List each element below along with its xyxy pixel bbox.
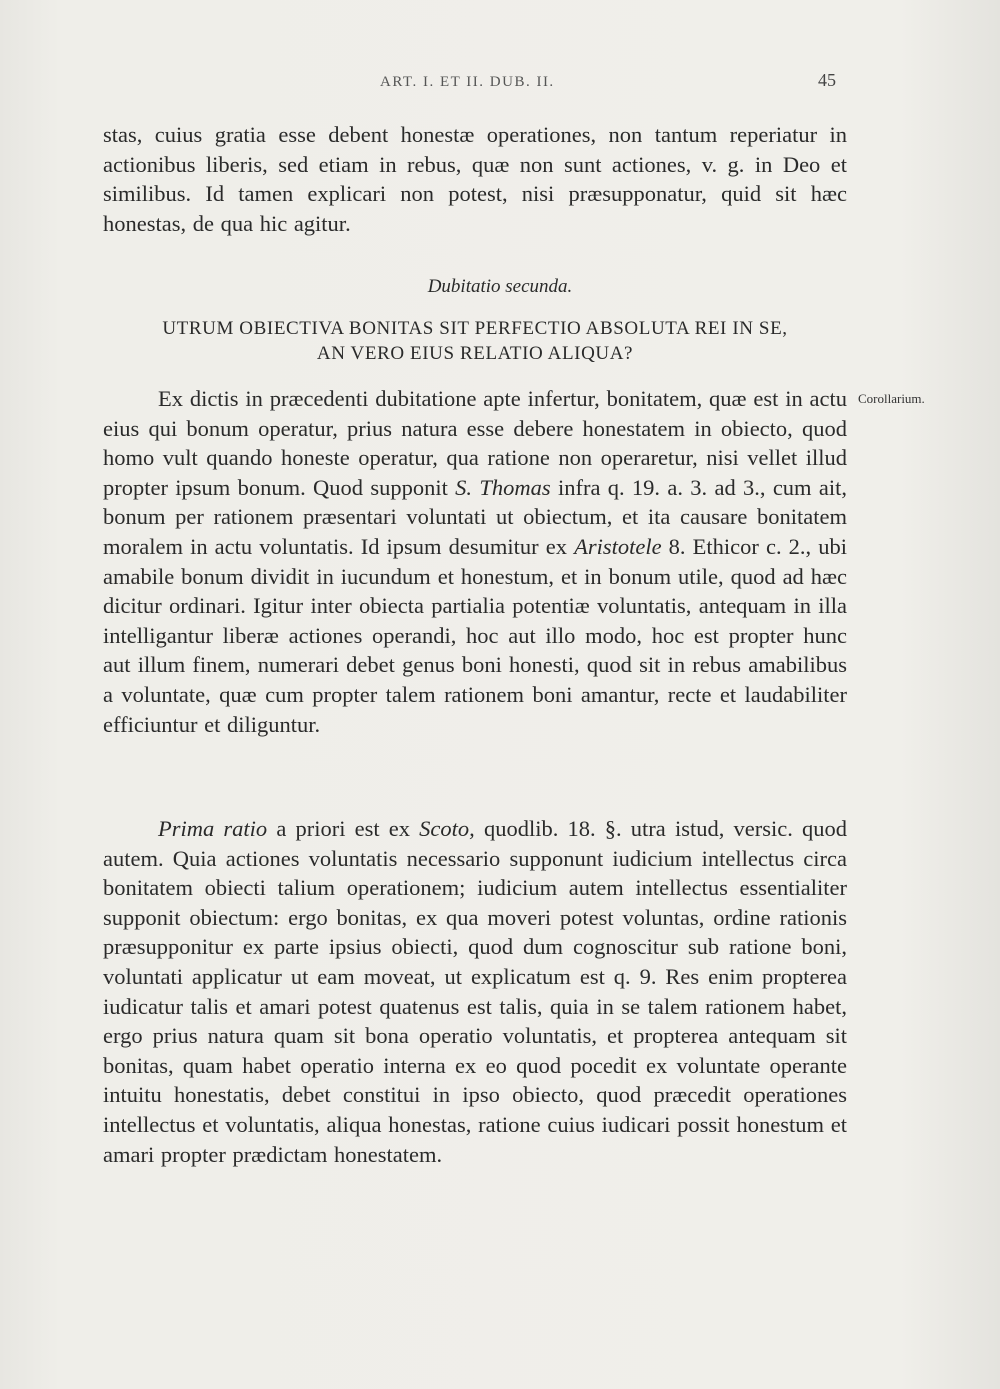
opening-paragraph <box>103 120 847 238</box>
paragraph-text-segment: Ex dictis in præcedenti dubitatione apte infertur, bonitatem, quæ est in actu eius qui bonum operatur, prius natura esse debere honestatem in obiecto, quod homo vult quando honeste operatur, qua ratione non operaretur, nisi vellet illud propter ipsum bonum. Quod supponit <box>103 386 847 500</box>
margin-note-corollarium: Corollarium. <box>858 391 925 406</box>
paragraph-prima-ratio-text <box>103 814 847 1169</box>
opening-paragraph-text: stas, cuius gratia esse debent honestæ operationes, non tantum reperiatur in actionibus liberis, sed etiam in rebus, quæ non sunt actiones, v. g. in Deo et similibus. Id tamen explicari non potest, nisi præsupponatur, quid sit hæc honestas, de qua hic agitur. <box>103 122 847 236</box>
paragraph-prima-ratio <box>103 814 847 1169</box>
paragraph-corollarium-text <box>103 384 847 739</box>
question-heading-line-1: UTRUM OBIECTIVA BONITAS SIT PERFECTIO ABSOLUTA REI IN SE, <box>162 318 788 339</box>
paragraph-text-segment: quodlib. 18. §. utra istud, versic. quod autem. Quia actiones voluntatis necessario supponunt iudicium intellectus circa bonitatem obiecti talium operationem; iudicium autem intellectus essentialiter supponit obiectum: ergo bonitas, ex qua moveri potest voluntas, ordine rationis præsupponitur ex parte ipsius obiecti, quod dum cognoscitur sub ratione boni, voluntati applicatur ut eam moveat, ut explicatum est q. 9. Res enim propterea iudicatur talis et amari potest quatenus est talis, quia in se talem rationem habet, ergo prius natura quam sit bona operatio voluntatis, et propterea antequam sit bonitas, quam habet operatio interna ex eo quod pocedit ex voluntate operante intuitu honestatis, debet constitui in ipso obiecto, quod præcedit operationes intellectus et voluntatis, aliqua honestas, ratione cuius iudicari possit honestum et amari propter prædictam honestatem. <box>103 816 847 1167</box>
paragraph-text-segment: a priori est ex <box>267 816 420 841</box>
page-number: 45 <box>818 70 836 90</box>
author-citation-aristotle: Aristotele <box>574 533 662 559</box>
author-citation-thomas: S. Thomas <box>455 474 551 500</box>
question-heading-line-2: AN VERO EIUS RELATIO ALIQUA? <box>316 343 634 364</box>
paragraph-text-segment: infra q. 19. a. 3. ad 3., cum ait, bonum per rationem præsentari voluntati ut obiectum, et ita causare bonitatem moralem in actu voluntatis. Id ipsum desumitur ex <box>103 474 847 559</box>
prima-ratio-lead: Prima ratio <box>158 816 268 841</box>
paragraph-text-segment: 8. Ethicor c. 2., ubi amabile bonum dividit in iucundum et honestum, et in bonum utile, quod ad hæc dicitur ordinari. Igitur inter obiecta partialia potentiæ voluntatis, antequam in illa intelligantur liberæ actiones operandi, hoc aut illo modo, hoc est propter hunc aut illum finem, numerari debet genus boni honesti, quod sit in rebus amabilibus a voluntate, quæ cum propter talem rationem boni amantur, recte et laudabiliter efficiuntur et diliguntur. <box>103 533 848 737</box>
running-head: ART. I. ET II. DUB. II. <box>380 74 555 90</box>
author-citation-scotus: Scoto, <box>419 816 475 841</box>
section-subtitle: Dubitatio secunda. <box>427 276 573 297</box>
question-heading <box>103 316 847 366</box>
paragraph-corollarium <box>103 384 847 739</box>
